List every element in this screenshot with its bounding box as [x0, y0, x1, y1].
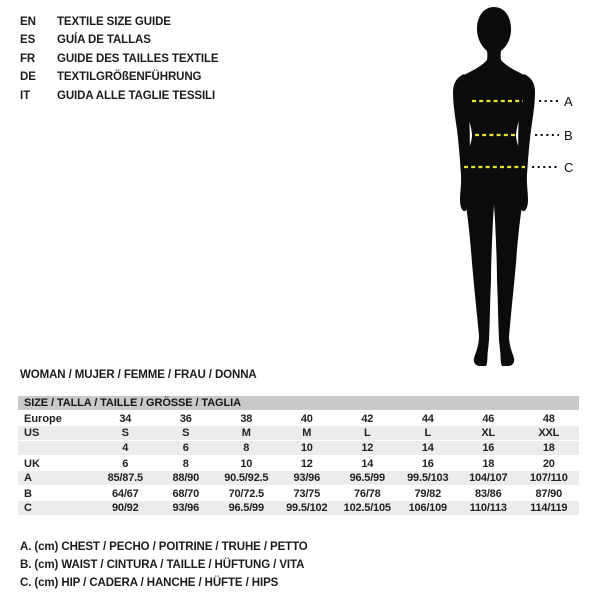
table-cell: 12: [361, 442, 374, 454]
table-cell: 40: [300, 412, 313, 425]
table-cell: 107/110: [529, 472, 568, 484]
table-cell: 110/113: [469, 502, 507, 514]
row-label: UK: [24, 457, 40, 470]
table-cell: 114/119: [530, 502, 568, 514]
table-cell: 18: [482, 457, 495, 470]
language-row-es: [20, 31, 219, 49]
language-code: FR: [20, 52, 36, 65]
row-label: C: [24, 502, 32, 514]
table-cell: 14: [421, 442, 434, 454]
row-label: A: [24, 472, 32, 484]
table-cell: 90.5/92.5: [224, 472, 269, 484]
table-cell: 12: [300, 457, 313, 470]
table-cell: 96.5/99: [349, 472, 385, 484]
table-cell: 96.5/99: [228, 502, 264, 514]
table-cell: 68/70: [172, 487, 200, 500]
table-cell: 99.5/102: [286, 502, 328, 514]
woman-silhouette-figure: [420, 0, 600, 380]
table-row-us-letters: [18, 426, 579, 441]
language-title: GUIDA ALLE TAGLIE TESSILI: [57, 89, 216, 102]
table-cell: XXL: [538, 427, 560, 439]
table-cell: 8: [182, 457, 189, 470]
table-cell: 104/107: [469, 472, 508, 484]
table-cell: 93/96: [172, 502, 200, 514]
size-table-header: SIZE / TALLA / TAILLE / GRÖSSE / TAGLIA: [18, 396, 579, 411]
language-row-en: [20, 13, 219, 31]
table-cell: 38: [240, 412, 253, 425]
language-code: DE: [20, 71, 36, 84]
language-code: IT: [20, 89, 31, 102]
table-cell: 42: [361, 412, 374, 425]
table-cell: 44: [421, 412, 434, 425]
table-cell: 4: [122, 442, 129, 454]
table-cell: 14: [361, 457, 374, 470]
table-cell: 8: [243, 442, 250, 454]
language-row-fr: [20, 50, 219, 68]
row-label: Europe: [24, 412, 62, 425]
table-cell: XL: [481, 427, 496, 439]
table-row-us-numbers: [18, 441, 579, 456]
table-row-hip-c: [18, 501, 579, 516]
table-cell: 83/86: [474, 487, 502, 500]
language-title: GUIDE DES TAILLES TEXTILE: [57, 52, 219, 65]
chest-marker-label: A: [564, 94, 573, 109]
table-cell: 88/90: [172, 472, 200, 484]
legend-hip: C. (cm) HIP / CADERA / HANCHE / HÜFTE / HIPS: [20, 577, 279, 589]
table-cell: 102.5/105: [343, 502, 391, 514]
table-cell: S: [182, 427, 190, 439]
table-cell: L: [424, 427, 432, 439]
table-cell: M: [241, 427, 251, 439]
language-title: GUÍA DE TALLAS: [57, 34, 151, 47]
table-cell: 34: [119, 412, 132, 425]
table-cell: 48: [542, 412, 555, 425]
table-row-chest-a: [18, 471, 579, 486]
language-code: EN: [20, 16, 36, 28]
table-cell: 64/67: [111, 487, 139, 500]
row-label: US: [24, 427, 40, 439]
table-cell: 85/87.5: [107, 472, 143, 484]
table-cell: M: [302, 427, 312, 439]
table-cell: 79/82: [414, 487, 442, 500]
table-cell: S: [121, 427, 129, 439]
table-cell: 6: [182, 442, 189, 454]
language-row-de: [20, 68, 219, 86]
table-cell: 93/96: [293, 472, 321, 484]
table-cell: 87/90: [535, 487, 563, 500]
language-title: TEXTILE SIZE GUIDE: [57, 16, 171, 28]
table-cell: 10: [240, 457, 253, 470]
language-title-list: [20, 13, 219, 105]
table-row-uk: [18, 456, 579, 471]
table-cell: 6: [122, 457, 129, 470]
size-table: [18, 396, 579, 516]
table-cell: 70/72.5: [228, 487, 264, 500]
row-label: B: [24, 487, 32, 500]
hip-marker-label: C: [564, 160, 574, 175]
language-title: TEXTILGRÖßENFÜHRUNG: [57, 71, 202, 84]
measurement-legend: [20, 538, 308, 592]
legend-chest: A. (cm) CHEST / PECHO / POITRINE / TRUHE / PETTO: [20, 541, 308, 553]
table-cell: 46: [482, 412, 495, 425]
waist-marker-label: B: [564, 128, 573, 143]
table-cell: L: [363, 427, 371, 439]
table-row-europe: [18, 411, 579, 426]
table-cell: 90/92: [111, 502, 139, 514]
section-title-woman: WOMAN / MUJER / FEMME / FRAU / DONNA: [20, 369, 257, 381]
table-cell: 99.5/103: [407, 472, 449, 484]
table-cell: 10: [300, 442, 313, 454]
language-row-it: [20, 87, 219, 105]
table-cell: 76/78: [353, 487, 381, 500]
table-cell: 18: [542, 442, 555, 454]
language-code: ES: [20, 34, 36, 47]
table-cell: 73/75: [293, 487, 321, 500]
table-cell: 16: [482, 442, 495, 454]
table-cell: 106/109: [408, 502, 447, 514]
legend-waist: B. (cm) WAIST / CINTURA / TAILLE / HÜFTUNG / VITA: [20, 559, 305, 571]
table-cell: 20: [542, 457, 555, 470]
table-cell: 36: [179, 412, 192, 425]
table-cell: 16: [421, 457, 434, 470]
table-row-waist-b: [18, 486, 579, 501]
